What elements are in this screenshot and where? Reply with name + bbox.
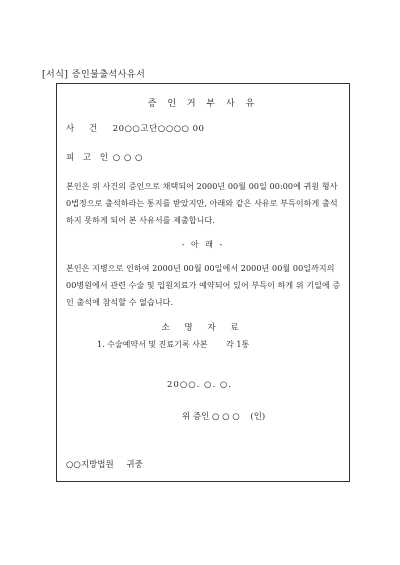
- defendant-row: [66, 151, 143, 163]
- document-frame: [56, 83, 350, 482]
- evidence-qty: 각 1통: [226, 340, 250, 349]
- recipient-line: [66, 458, 143, 470]
- signature-line: [182, 410, 265, 422]
- signer-label: 위 증인 ○ ○ ○: [182, 412, 240, 422]
- reason-paragraph: 본인은 지병으로 인하여 2000년 00월 00일에서 2000년 00월 00일까지의 00병원에서 관련 수술 및 입원치료가 예약되어 있어 부득이 하게 위 기일에 증인 출석에 참석할 수 없습니다.: [66, 264, 341, 307]
- defendant-label: 피 고 인: [66, 153, 112, 163]
- evidence-heading: 소 명 자 료: [161, 323, 245, 333]
- section-heading: - 아 래 -: [181, 240, 225, 249]
- evidence-item-text: 1. 수술예약서 및 진료기록 사본: [97, 340, 208, 349]
- document-title: 증 인 거 부 사 유: [147, 99, 259, 109]
- signer-seal: (인): [250, 412, 266, 422]
- case-row: [66, 122, 204, 134]
- date-line: 20○○. ○. ○.: [167, 380, 232, 390]
- defendant-value: ○ ○ ○: [112, 153, 143, 163]
- body-paragraph: 본인은 위 사건의 증인으로 채택되어 2000년 00월 00일 00:00에 귀원 형사 0법정으로 출석하라는 통지를 받았지만, 아래와 같은 사유로 부득이하게 출석하지 못하게 되어 본 사유서를 제출합니다.: [66, 182, 338, 225]
- case-label: 사 건: [66, 124, 104, 134]
- case-value: 20○○고단○○○○ 00: [112, 124, 205, 134]
- recipient-court: ○○지방법원: [66, 460, 114, 470]
- evidence-item: [97, 339, 249, 350]
- recipient-honorific: 귀중: [126, 460, 143, 470]
- form-label: [서식] 증인불출석사유서: [42, 70, 146, 80]
